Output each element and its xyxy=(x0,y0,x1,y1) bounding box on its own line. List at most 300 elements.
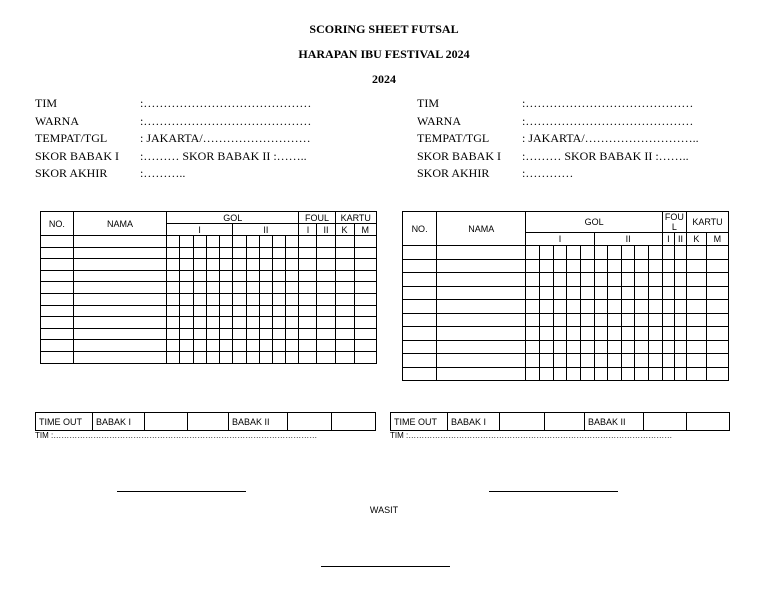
player-row-cell[interactable] xyxy=(317,317,335,329)
player-row-cell[interactable] xyxy=(540,327,554,341)
player-row-cell[interactable] xyxy=(437,340,526,354)
player-row-cell[interactable] xyxy=(73,236,166,248)
player-row-cell[interactable] xyxy=(540,273,554,287)
player-row-cell[interactable] xyxy=(354,340,376,352)
player-row-cell[interactable] xyxy=(233,293,246,305)
player-row-cell[interactable] xyxy=(687,313,707,327)
player-row-cell[interactable] xyxy=(335,328,354,340)
player-row-cell[interactable] xyxy=(662,327,674,341)
player-row-cell[interactable] xyxy=(553,367,567,381)
player-row-cell[interactable] xyxy=(649,354,663,368)
player-row-cell[interactable] xyxy=(180,305,193,317)
player-row-cell[interactable] xyxy=(272,293,285,305)
player-row-cell[interactable] xyxy=(335,293,354,305)
player-row-cell[interactable] xyxy=(608,246,622,260)
player-row-cell[interactable] xyxy=(580,354,594,368)
player-row-cell[interactable] xyxy=(403,354,437,368)
player-row-cell[interactable] xyxy=(437,286,526,300)
player-row-cell[interactable] xyxy=(354,293,376,305)
player-row-cell[interactable] xyxy=(299,340,317,352)
player-row-cell[interactable] xyxy=(317,328,335,340)
player-row-cell[interactable] xyxy=(580,367,594,381)
player-row-cell[interactable] xyxy=(567,354,581,368)
player-row-cell[interactable] xyxy=(167,282,180,294)
player-row-cell[interactable] xyxy=(73,340,166,352)
player-row-cell[interactable] xyxy=(259,340,272,352)
player-row-cell[interactable] xyxy=(220,305,233,317)
player-row-cell[interactable] xyxy=(286,305,299,317)
player-row-cell[interactable] xyxy=(259,259,272,271)
player-row-cell[interactable] xyxy=(687,340,707,354)
player-row-cell[interactable] xyxy=(354,282,376,294)
player-row-cell[interactable] xyxy=(272,259,285,271)
player-row-cell[interactable] xyxy=(41,317,74,329)
player-row-cell[interactable] xyxy=(674,246,686,260)
player-row-cell[interactable] xyxy=(526,327,540,341)
player-row-cell[interactable] xyxy=(706,340,728,354)
player-row-cell[interactable] xyxy=(73,293,166,305)
player-row-cell[interactable] xyxy=(354,236,376,248)
player-row-cell[interactable] xyxy=(259,293,272,305)
player-row-cell[interactable] xyxy=(180,340,193,352)
player-row-cell[interactable] xyxy=(674,354,686,368)
player-row-cell[interactable] xyxy=(41,282,74,294)
player-row-cell[interactable] xyxy=(649,259,663,273)
player-row-cell[interactable] xyxy=(286,340,299,352)
player-row-cell[interactable] xyxy=(706,300,728,314)
player-row-cell[interactable] xyxy=(580,340,594,354)
player-row-cell[interactable] xyxy=(437,300,526,314)
player-row-cell[interactable] xyxy=(220,351,233,363)
player-row-cell[interactable] xyxy=(272,247,285,259)
player-row-cell[interactable] xyxy=(526,246,540,260)
player-row-cell[interactable] xyxy=(403,300,437,314)
player-row-cell[interactable] xyxy=(594,354,608,368)
player-row-cell[interactable] xyxy=(206,270,219,282)
player-row-cell[interactable] xyxy=(437,354,526,368)
player-row-cell[interactable] xyxy=(167,351,180,363)
player-row-cell[interactable] xyxy=(317,247,335,259)
player-row-cell[interactable] xyxy=(403,286,437,300)
player-row-cell[interactable] xyxy=(193,305,206,317)
player-row-cell[interactable] xyxy=(354,305,376,317)
player-row-cell[interactable] xyxy=(403,313,437,327)
player-row-cell[interactable] xyxy=(206,282,219,294)
player-row-cell[interactable] xyxy=(246,328,259,340)
player-row-cell[interactable] xyxy=(567,286,581,300)
player-row-cell[interactable] xyxy=(687,300,707,314)
player-row-cell[interactable] xyxy=(567,246,581,260)
player-row-cell[interactable] xyxy=(167,293,180,305)
player-row-cell[interactable] xyxy=(272,328,285,340)
player-row-cell[interactable] xyxy=(299,351,317,363)
player-row-cell[interactable] xyxy=(317,259,335,271)
player-row-cell[interactable] xyxy=(526,286,540,300)
player-row-cell[interactable] xyxy=(233,305,246,317)
player-row-cell[interactable] xyxy=(635,313,649,327)
player-row-cell[interactable] xyxy=(662,259,674,273)
player-row-cell[interactable] xyxy=(259,247,272,259)
player-row-cell[interactable] xyxy=(621,246,635,260)
player-row-cell[interactable] xyxy=(687,246,707,260)
player-row-cell[interactable] xyxy=(286,247,299,259)
player-row-cell[interactable] xyxy=(299,236,317,248)
player-row-cell[interactable] xyxy=(608,327,622,341)
player-row-cell[interactable] xyxy=(674,259,686,273)
player-row-cell[interactable] xyxy=(206,340,219,352)
player-row-cell[interactable] xyxy=(167,328,180,340)
player-row-cell[interactable] xyxy=(286,351,299,363)
player-row-cell[interactable] xyxy=(621,327,635,341)
player-row-cell[interactable] xyxy=(621,367,635,381)
player-row-cell[interactable] xyxy=(220,293,233,305)
player-row-cell[interactable] xyxy=(437,367,526,381)
player-row-cell[interactable] xyxy=(706,354,728,368)
player-row-cell[interactable] xyxy=(608,340,622,354)
player-row-cell[interactable] xyxy=(41,236,74,248)
player-row-cell[interactable] xyxy=(220,270,233,282)
player-row-cell[interactable] xyxy=(206,351,219,363)
player-row-cell[interactable] xyxy=(41,340,74,352)
player-row-cell[interactable] xyxy=(649,246,663,260)
player-row-cell[interactable] xyxy=(594,259,608,273)
player-row-cell[interactable] xyxy=(246,236,259,248)
player-row-cell[interactable] xyxy=(662,340,674,354)
player-row-cell[interactable] xyxy=(41,305,74,317)
player-row-cell[interactable] xyxy=(706,273,728,287)
player-row-cell[interactable] xyxy=(635,340,649,354)
player-row-cell[interactable] xyxy=(259,351,272,363)
player-row-cell[interactable] xyxy=(206,305,219,317)
player-row-cell[interactable] xyxy=(299,270,317,282)
player-row-cell[interactable] xyxy=(193,236,206,248)
player-row-cell[interactable] xyxy=(335,340,354,352)
player-row-cell[interactable] xyxy=(193,351,206,363)
player-row-cell[interactable] xyxy=(567,273,581,287)
player-row-cell[interactable] xyxy=(233,340,246,352)
player-row-cell[interactable] xyxy=(220,328,233,340)
player-row-cell[interactable] xyxy=(73,247,166,259)
player-row-cell[interactable] xyxy=(540,246,554,260)
player-row-cell[interactable] xyxy=(167,236,180,248)
player-row-cell[interactable] xyxy=(608,354,622,368)
player-row-cell[interactable] xyxy=(540,259,554,273)
player-row-cell[interactable] xyxy=(286,270,299,282)
player-row-cell[interactable] xyxy=(180,270,193,282)
player-row-cell[interactable] xyxy=(580,300,594,314)
player-row-cell[interactable] xyxy=(259,305,272,317)
player-row-cell[interactable] xyxy=(167,340,180,352)
player-row-cell[interactable] xyxy=(167,259,180,271)
player-row-cell[interactable] xyxy=(206,328,219,340)
player-row-cell[interactable] xyxy=(635,300,649,314)
player-row-cell[interactable] xyxy=(246,259,259,271)
player-row-cell[interactable] xyxy=(526,259,540,273)
timeout-babak-ii-cell-1[interactable] xyxy=(644,413,687,431)
player-row-cell[interactable] xyxy=(206,293,219,305)
player-row-cell[interactable] xyxy=(594,327,608,341)
player-row-cell[interactable] xyxy=(674,286,686,300)
player-row-cell[interactable] xyxy=(567,300,581,314)
player-row-cell[interactable] xyxy=(553,246,567,260)
player-row-cell[interactable] xyxy=(526,340,540,354)
player-row-cell[interactable] xyxy=(608,273,622,287)
player-row-cell[interactable] xyxy=(233,270,246,282)
player-row-cell[interactable] xyxy=(403,273,437,287)
player-row-cell[interactable] xyxy=(246,293,259,305)
player-row-cell[interactable] xyxy=(299,317,317,329)
player-row-cell[interactable] xyxy=(317,282,335,294)
player-row-cell[interactable] xyxy=(180,293,193,305)
player-row-cell[interactable] xyxy=(635,246,649,260)
player-row-cell[interactable] xyxy=(73,305,166,317)
player-row-cell[interactable] xyxy=(317,351,335,363)
player-row-cell[interactable] xyxy=(180,351,193,363)
player-row-cell[interactable] xyxy=(403,327,437,341)
timeout-babak-i-cell-1[interactable] xyxy=(145,413,188,431)
player-row-cell[interactable] xyxy=(649,300,663,314)
player-row-cell[interactable] xyxy=(553,354,567,368)
player-row-cell[interactable] xyxy=(437,259,526,273)
player-row-cell[interactable] xyxy=(662,300,674,314)
player-row-cell[interactable] xyxy=(608,313,622,327)
player-row-cell[interactable] xyxy=(41,247,74,259)
player-row-cell[interactable] xyxy=(317,236,335,248)
player-row-cell[interactable] xyxy=(73,317,166,329)
player-row-cell[interactable] xyxy=(335,351,354,363)
player-row-cell[interactable] xyxy=(621,273,635,287)
player-row-cell[interactable] xyxy=(286,259,299,271)
player-row-cell[interactable] xyxy=(674,313,686,327)
player-row-cell[interactable] xyxy=(335,259,354,271)
timeout-babak-ii-cell-2[interactable] xyxy=(332,413,376,431)
player-row-cell[interactable] xyxy=(317,293,335,305)
player-row-cell[interactable] xyxy=(594,273,608,287)
player-row-cell[interactable] xyxy=(580,286,594,300)
player-row-cell[interactable] xyxy=(354,328,376,340)
player-row-cell[interactable] xyxy=(233,236,246,248)
player-row-cell[interactable] xyxy=(354,247,376,259)
player-row-cell[interactable] xyxy=(299,328,317,340)
player-row-cell[interactable] xyxy=(662,273,674,287)
player-row-cell[interactable] xyxy=(272,236,285,248)
player-row-cell[interactable] xyxy=(649,327,663,341)
player-row-cell[interactable] xyxy=(403,259,437,273)
player-row-cell[interactable] xyxy=(206,259,219,271)
player-row-cell[interactable] xyxy=(567,340,581,354)
player-row-cell[interactable] xyxy=(354,351,376,363)
player-row-cell[interactable] xyxy=(649,273,663,287)
player-row-cell[interactable] xyxy=(553,259,567,273)
player-row-cell[interactable] xyxy=(674,340,686,354)
player-row-cell[interactable] xyxy=(317,270,335,282)
player-row-cell[interactable] xyxy=(220,236,233,248)
player-row-cell[interactable] xyxy=(567,367,581,381)
player-row-cell[interactable] xyxy=(567,313,581,327)
player-row-cell[interactable] xyxy=(220,247,233,259)
player-row-cell[interactable] xyxy=(180,259,193,271)
player-row-cell[interactable] xyxy=(180,247,193,259)
player-row-cell[interactable] xyxy=(687,286,707,300)
player-row-cell[interactable] xyxy=(246,351,259,363)
player-row-cell[interactable] xyxy=(259,317,272,329)
player-row-cell[interactable] xyxy=(73,328,166,340)
player-row-cell[interactable] xyxy=(73,351,166,363)
player-row-cell[interactable] xyxy=(674,300,686,314)
player-row-cell[interactable] xyxy=(233,317,246,329)
player-row-cell[interactable] xyxy=(437,313,526,327)
timeout-babak-ii-cell-2[interactable] xyxy=(687,413,730,431)
player-row-cell[interactable] xyxy=(608,259,622,273)
timeout-babak-i-cell-2[interactable] xyxy=(188,413,229,431)
player-row-cell[interactable] xyxy=(687,367,707,381)
player-row-cell[interactable] xyxy=(540,354,554,368)
player-row-cell[interactable] xyxy=(608,300,622,314)
player-row-cell[interactable] xyxy=(706,313,728,327)
player-row-cell[interactable] xyxy=(621,300,635,314)
player-row-cell[interactable] xyxy=(41,270,74,282)
player-row-cell[interactable] xyxy=(553,340,567,354)
player-row-cell[interactable] xyxy=(540,340,554,354)
player-row-cell[interactable] xyxy=(354,259,376,271)
player-row-cell[interactable] xyxy=(193,247,206,259)
player-row-cell[interactable] xyxy=(687,354,707,368)
player-row-cell[interactable] xyxy=(526,273,540,287)
player-row-cell[interactable] xyxy=(272,340,285,352)
player-row-cell[interactable] xyxy=(553,286,567,300)
player-row-cell[interactable] xyxy=(73,259,166,271)
player-row-cell[interactable] xyxy=(246,317,259,329)
player-row-cell[interactable] xyxy=(526,313,540,327)
player-row-cell[interactable] xyxy=(354,270,376,282)
player-row-cell[interactable] xyxy=(621,313,635,327)
player-row-cell[interactable] xyxy=(233,351,246,363)
player-row-cell[interactable] xyxy=(220,282,233,294)
player-row-cell[interactable] xyxy=(167,270,180,282)
player-row-cell[interactable] xyxy=(233,247,246,259)
player-row-cell[interactable] xyxy=(635,327,649,341)
player-row-cell[interactable] xyxy=(635,259,649,273)
player-row-cell[interactable] xyxy=(540,300,554,314)
player-row-cell[interactable] xyxy=(286,328,299,340)
player-row-cell[interactable] xyxy=(687,273,707,287)
player-row-cell[interactable] xyxy=(403,246,437,260)
player-row-cell[interactable] xyxy=(193,317,206,329)
player-row-cell[interactable] xyxy=(246,282,259,294)
player-row-cell[interactable] xyxy=(662,313,674,327)
player-row-cell[interactable] xyxy=(553,300,567,314)
player-row-cell[interactable] xyxy=(206,236,219,248)
player-row-cell[interactable] xyxy=(246,270,259,282)
player-row-cell[interactable] xyxy=(73,270,166,282)
player-row-cell[interactable] xyxy=(299,305,317,317)
player-row-cell[interactable] xyxy=(193,328,206,340)
player-row-cell[interactable] xyxy=(354,317,376,329)
player-row-cell[interactable] xyxy=(594,367,608,381)
player-row-cell[interactable] xyxy=(335,247,354,259)
player-row-cell[interactable] xyxy=(540,367,554,381)
player-row-cell[interactable] xyxy=(41,351,74,363)
player-row-cell[interactable] xyxy=(246,340,259,352)
player-row-cell[interactable] xyxy=(317,340,335,352)
player-row-cell[interactable] xyxy=(272,282,285,294)
timeout-babak-i-cell-1[interactable] xyxy=(500,413,545,431)
player-row-cell[interactable] xyxy=(220,340,233,352)
player-row-cell[interactable] xyxy=(286,317,299,329)
player-row-cell[interactable] xyxy=(299,247,317,259)
player-row-cell[interactable] xyxy=(272,270,285,282)
player-row-cell[interactable] xyxy=(272,305,285,317)
player-row-cell[interactable] xyxy=(403,367,437,381)
player-row-cell[interactable] xyxy=(167,247,180,259)
player-row-cell[interactable] xyxy=(580,259,594,273)
player-row-cell[interactable] xyxy=(526,367,540,381)
player-row-cell[interactable] xyxy=(437,327,526,341)
player-row-cell[interactable] xyxy=(299,293,317,305)
player-row-cell[interactable] xyxy=(706,367,728,381)
player-row-cell[interactable] xyxy=(608,286,622,300)
player-row-cell[interactable] xyxy=(41,328,74,340)
player-row-cell[interactable] xyxy=(621,354,635,368)
player-row-cell[interactable] xyxy=(649,340,663,354)
player-row-cell[interactable] xyxy=(299,282,317,294)
player-row-cell[interactable] xyxy=(649,286,663,300)
player-row-cell[interactable] xyxy=(180,317,193,329)
player-row-cell[interactable] xyxy=(193,259,206,271)
player-row-cell[interactable] xyxy=(167,305,180,317)
player-row-cell[interactable] xyxy=(635,286,649,300)
player-row-cell[interactable] xyxy=(635,367,649,381)
player-row-cell[interactable] xyxy=(594,340,608,354)
player-row-cell[interactable] xyxy=(580,246,594,260)
player-row-cell[interactable] xyxy=(193,340,206,352)
player-row-cell[interactable] xyxy=(41,259,74,271)
player-row-cell[interactable] xyxy=(193,282,206,294)
player-row-cell[interactable] xyxy=(553,273,567,287)
player-row-cell[interactable] xyxy=(594,286,608,300)
player-row-cell[interactable] xyxy=(180,282,193,294)
player-row-cell[interactable] xyxy=(403,340,437,354)
player-row-cell[interactable] xyxy=(662,354,674,368)
player-row-cell[interactable] xyxy=(335,270,354,282)
player-row-cell[interactable] xyxy=(286,282,299,294)
player-row-cell[interactable] xyxy=(167,317,180,329)
player-row-cell[interactable] xyxy=(259,328,272,340)
player-row-cell[interactable] xyxy=(662,286,674,300)
player-row-cell[interactable] xyxy=(621,259,635,273)
player-row-cell[interactable] xyxy=(649,367,663,381)
player-row-cell[interactable] xyxy=(41,293,74,305)
player-row-cell[interactable] xyxy=(674,327,686,341)
player-row-cell[interactable] xyxy=(317,305,335,317)
player-row-cell[interactable] xyxy=(526,354,540,368)
player-row-cell[interactable] xyxy=(706,259,728,273)
player-row-cell[interactable] xyxy=(220,317,233,329)
player-row-cell[interactable] xyxy=(580,313,594,327)
player-row-cell[interactable] xyxy=(193,293,206,305)
player-row-cell[interactable] xyxy=(594,246,608,260)
player-row-cell[interactable] xyxy=(674,367,686,381)
player-row-cell[interactable] xyxy=(286,236,299,248)
player-row-cell[interactable] xyxy=(335,317,354,329)
player-row-cell[interactable] xyxy=(567,327,581,341)
timeout-babak-i-cell-2[interactable] xyxy=(545,413,585,431)
player-row-cell[interactable] xyxy=(233,328,246,340)
player-row-cell[interactable] xyxy=(553,313,567,327)
player-row-cell[interactable] xyxy=(649,313,663,327)
player-row-cell[interactable] xyxy=(437,246,526,260)
player-row-cell[interactable] xyxy=(706,286,728,300)
